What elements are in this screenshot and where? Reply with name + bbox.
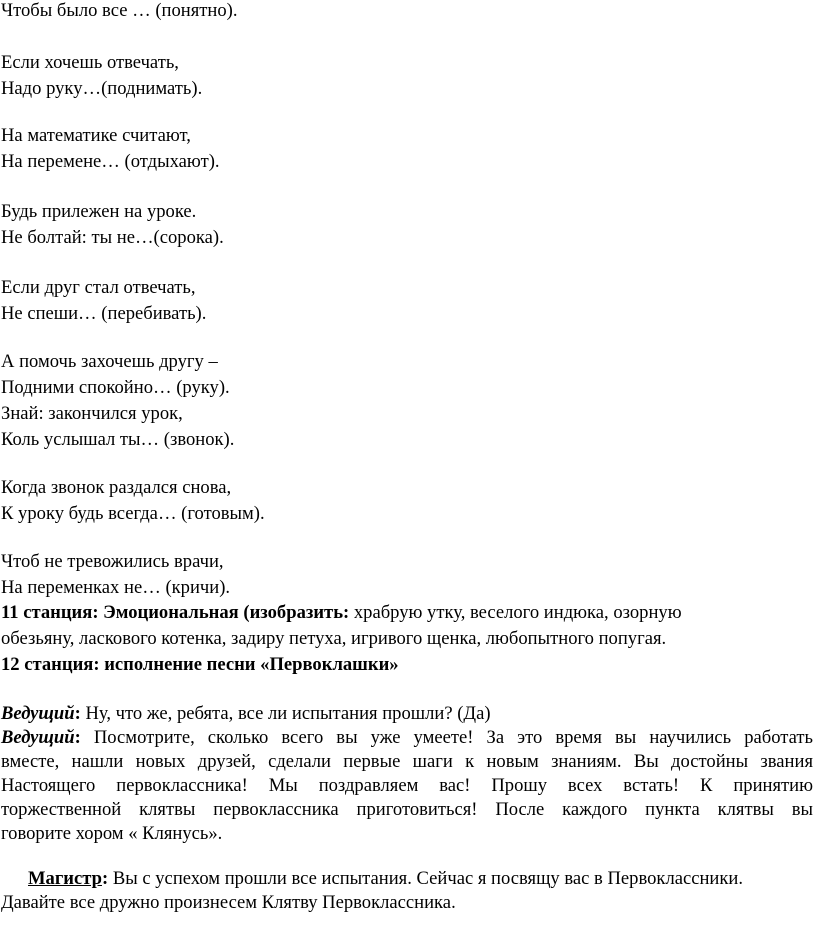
verse-line: Надо руку…(поднимать). (1, 78, 203, 99)
verse-line: Если друг стал отвечать, (1, 277, 196, 298)
verse-line: На математике считают, (1, 125, 191, 146)
magister-label: Магистр (28, 868, 102, 889)
host-paragraph-line: Настоящего первоклассника! Мы поздравляем вас! Прошу всех встать! К принятию (1, 775, 813, 796)
host-paragraph-line: вместе, нашли новых друзей, сделали первые шаги к новым знаниям. Вы достойны звания (1, 751, 813, 772)
verse-line: Знай: закончился урок, (1, 403, 183, 424)
station-11-text-continued: обезьяну, ласкового котенка, задиру петуха, игривого щенка, любопытного попугая. (1, 628, 667, 649)
station-11-line (1, 600, 682, 626)
verse-line: Будь прилежен на уроке. (1, 201, 197, 222)
host-paragraph-line: торжественной клятвы первоклассника приготовиться! После каждого пункта клятвы вы (1, 799, 813, 820)
host-line-1 (1, 701, 491, 727)
verse-line: А помочь захочешь другу – (1, 351, 218, 372)
verse-line: На переменках не… (кричи). (1, 577, 231, 598)
verse-line: Подними спокойно… (руку). (1, 377, 230, 398)
magister-text-continued: Давайте все дружно произнесем Клятву Первоклассника. (1, 892, 456, 913)
station-11-text: храбрую утку, веселого индюка, озорную (349, 602, 682, 623)
station-12-heading: 12 станция: исполнение песни «Первоклашки» (1, 654, 399, 675)
verse-line: На перемене… (отдыхают). (1, 151, 220, 172)
magister-text: Вы с успехом прошли все испытания. Сейчас я посвящу вас в Первоклассники. (108, 868, 744, 889)
host-paragraph-line: говорите хором « Клянусь». (1, 823, 223, 844)
speaker-label: Ведущий (1, 703, 75, 724)
speaker-colon: : (74, 727, 81, 748)
host-text: Посмотрите, сколько всего вы уже умеете! За это время вы научились работать (80, 727, 813, 748)
verse-line: Коль услышал ты… (звонок). (1, 429, 235, 450)
host-text: Ну, что же, ребята, все ли испытания прошли? (Да) (80, 703, 491, 724)
verse-line: Не спеши… (перебивать). (1, 303, 207, 324)
speaker-colon: : (101, 868, 109, 889)
verse-line: К уроку будь всегда… (готовым). (1, 503, 265, 524)
station-11-heading: 11 станция: Эмоциональная (изобразить: (1, 602, 350, 623)
speaker-label: Ведущий (1, 727, 75, 748)
verse-line: Если хочешь отвечать, (1, 52, 179, 73)
verse-line: Когда звонок раздался снова, (1, 477, 232, 498)
verse-line: Чтоб не тревожились врачи, (1, 551, 224, 572)
magister-line (28, 866, 743, 892)
verse-line: Чтобы было все … (понятно). (1, 0, 238, 21)
speaker-colon: : (74, 703, 81, 724)
host-paragraph-line (1, 725, 813, 751)
verse-line: Не болтай: ты не…(сорока). (1, 227, 224, 248)
